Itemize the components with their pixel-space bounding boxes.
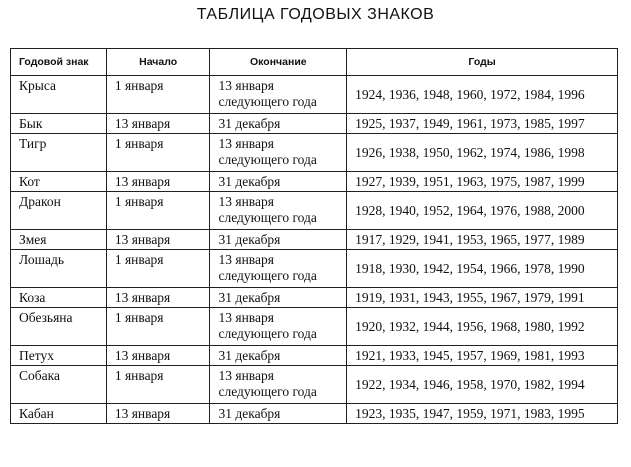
end-line-1: 13 января (218, 310, 274, 325)
table-row (11, 114, 618, 134)
cell-end (210, 346, 347, 366)
cell-start: 13 января (106, 346, 210, 366)
table-row (11, 288, 618, 308)
cell-start: 1 января (106, 134, 210, 172)
cell-end (210, 230, 347, 250)
cell-years: 1923, 1935, 1947, 1959, 1971, 1983, 1995 (347, 404, 618, 424)
cell-end (210, 308, 347, 346)
header-start: Начало (106, 49, 210, 76)
end-line-2: следующего года (218, 268, 317, 283)
cell-years: 1920, 1932, 1944, 1956, 1968, 1980, 1992 (347, 308, 618, 346)
cell-start: 13 января (106, 114, 210, 134)
end-line-1: 31 декабря (218, 405, 281, 421)
cell-years: 1919, 1931, 1943, 1955, 1967, 1979, 1991 (347, 288, 618, 308)
header-end: Окончание (210, 49, 347, 76)
end-line-1: 13 января (218, 368, 274, 383)
cell-years: 1922, 1934, 1946, 1958, 1970, 1982, 1994 (347, 366, 618, 404)
table-row (11, 308, 618, 346)
end-line-1: 31 декабря (218, 173, 281, 189)
cell-years: 1924, 1936, 1948, 1960, 1972, 1984, 1996 (347, 76, 618, 114)
end-line-1: 31 декабря (218, 347, 281, 363)
cell-end (210, 366, 347, 404)
cell-years: 1928, 1940, 1952, 1964, 1976, 1988, 2000 (347, 192, 618, 230)
header-years: Годы (347, 49, 618, 76)
table-header-row (11, 49, 618, 76)
cell-sign: Крыса (11, 76, 107, 114)
table-row (11, 346, 618, 366)
cell-start: 13 января (106, 230, 210, 250)
end-line-1: 31 декабря (218, 231, 281, 247)
cell-start: 1 января (106, 250, 210, 288)
table-row (11, 230, 618, 250)
page-title: ТАБЛИЦА ГОДОВЫХ ЗНАКОВ (196, 6, 435, 23)
cell-start: 13 января (106, 172, 210, 192)
end-line-2: следующего года (218, 152, 317, 167)
end-line-1: 31 декабря (218, 289, 281, 305)
table-row (11, 404, 618, 424)
end-line-2: следующего года (218, 94, 317, 109)
end-line-1: 13 января (218, 78, 274, 93)
cell-years: 1921, 1933, 1945, 1957, 1969, 1981, 1993 (347, 346, 618, 366)
cell-start: 1 января (106, 308, 210, 346)
cell-sign: Кабан (11, 404, 107, 424)
cell-end (210, 134, 347, 172)
cell-sign: Бык (11, 114, 107, 134)
cell-years: 1927, 1939, 1951, 1963, 1975, 1987, 1999 (347, 172, 618, 192)
cell-end (210, 288, 347, 308)
cell-end (210, 192, 347, 230)
cell-sign: Собака (11, 366, 107, 404)
cell-start: 13 января (106, 404, 210, 424)
end-line-2: следующего года (218, 384, 317, 399)
cell-sign: Кот (11, 172, 107, 192)
cell-end (210, 114, 347, 134)
table-row (11, 250, 618, 288)
cell-end (210, 76, 347, 114)
end-line-1: 13 января (218, 136, 274, 151)
cell-end (210, 250, 347, 288)
cell-years: 1925, 1937, 1949, 1961, 1973, 1985, 1997 (347, 114, 618, 134)
cell-end (210, 404, 347, 424)
zodiac-table (10, 48, 618, 424)
cell-sign: Змея (11, 230, 107, 250)
header-sign: Годовой знак (11, 49, 107, 76)
cell-start: 13 января (106, 288, 210, 308)
end-line-2: следующего года (218, 210, 317, 225)
cell-sign: Тигр (11, 134, 107, 172)
end-line-2: следующего года (218, 326, 317, 341)
cell-sign: Дракон (11, 192, 107, 230)
cell-sign: Обезьяна (11, 308, 107, 346)
cell-years: 1918, 1930, 1942, 1954, 1966, 1978, 1990 (347, 250, 618, 288)
end-line-1: 31 декабря (218, 115, 281, 131)
cell-sign: Петух (11, 346, 107, 366)
cell-sign: Коза (11, 288, 107, 308)
table-row (11, 192, 618, 230)
cell-sign: Лошадь (11, 250, 107, 288)
cell-years: 1917, 1929, 1941, 1953, 1965, 1977, 1989 (347, 230, 618, 250)
table-row (11, 134, 618, 172)
table-row (11, 76, 618, 114)
cell-start: 1 января (106, 192, 210, 230)
end-line-1: 13 января (218, 252, 274, 267)
table-row (11, 366, 618, 404)
cell-start: 1 января (106, 366, 210, 404)
cell-end (210, 172, 347, 192)
cell-start: 1 января (106, 76, 210, 114)
cell-years: 1926, 1938, 1950, 1962, 1974, 1986, 1998 (347, 134, 618, 172)
table-row (11, 172, 618, 192)
end-line-1: 13 января (218, 194, 274, 209)
